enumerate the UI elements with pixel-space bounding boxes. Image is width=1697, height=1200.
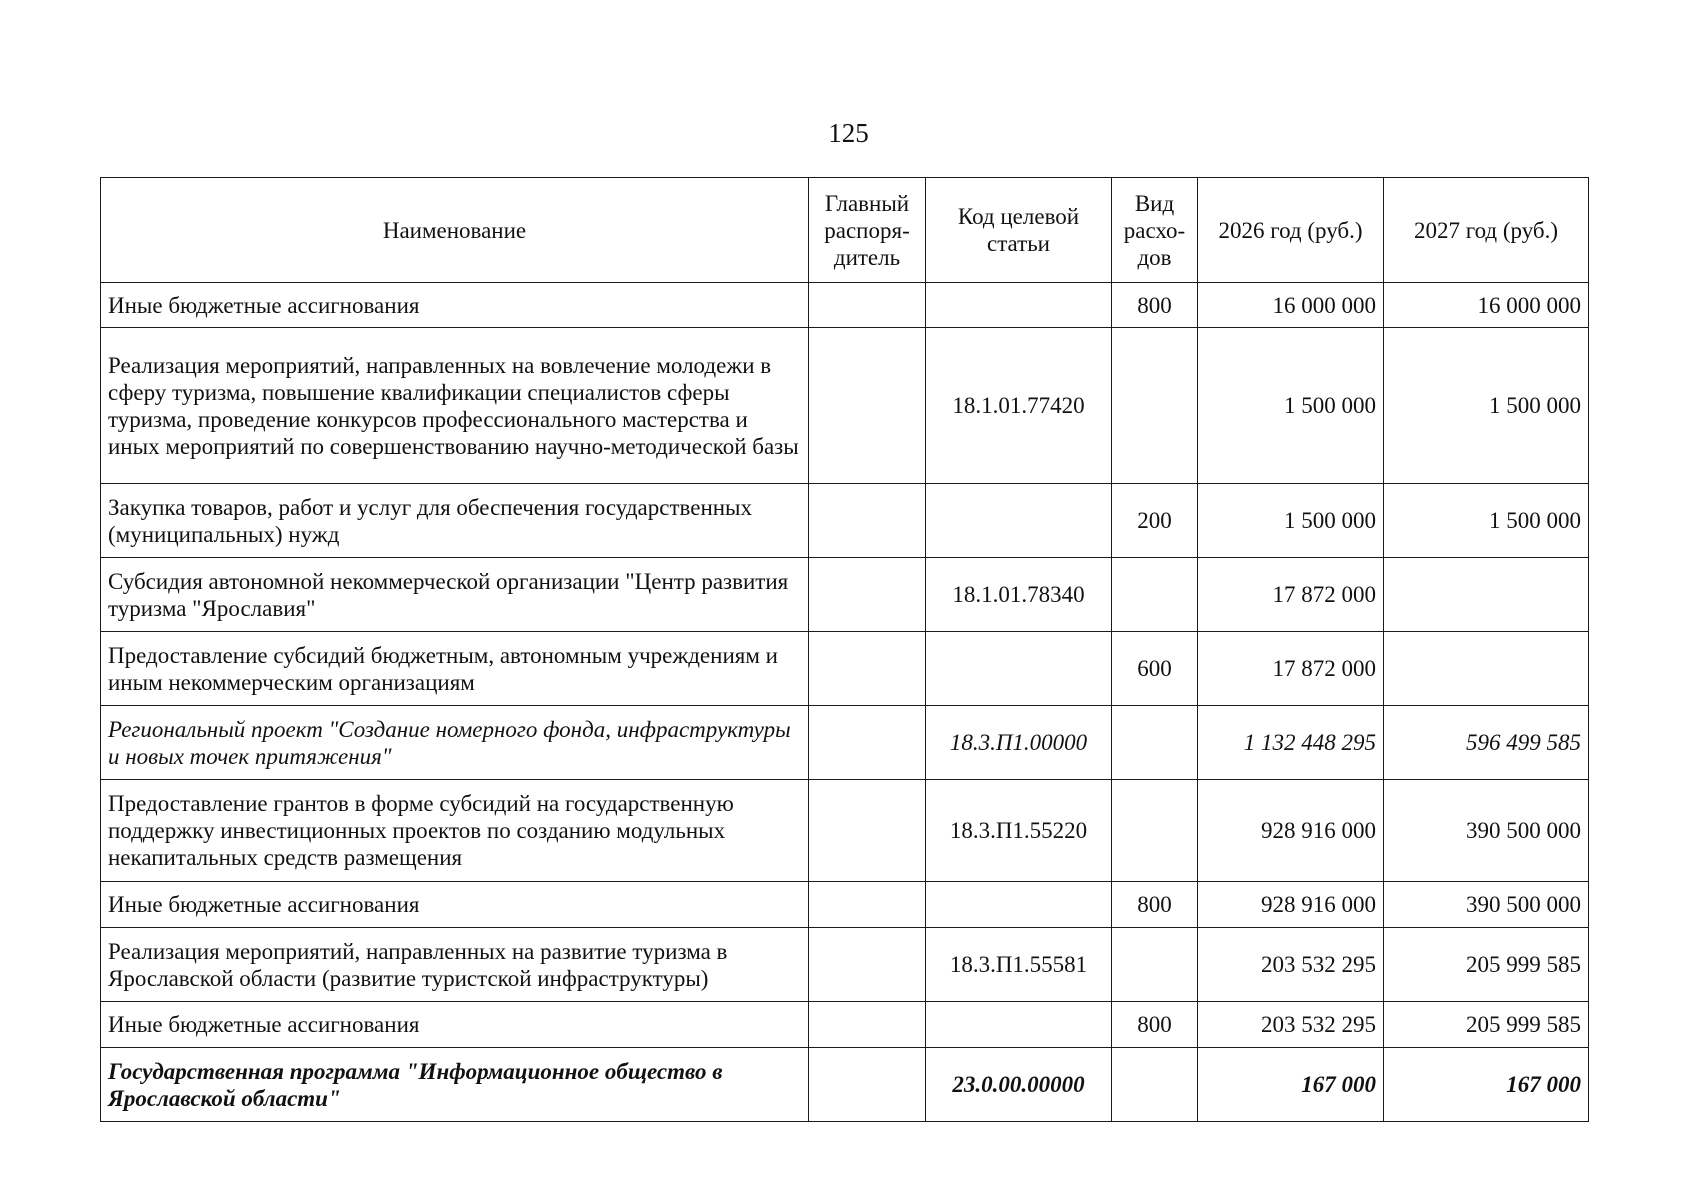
row-amount-2026: 928 916 000 xyxy=(1198,780,1384,882)
table-row xyxy=(101,1002,1589,1048)
row-expense-type xyxy=(1112,558,1198,632)
table-row xyxy=(101,558,1589,632)
row-chief-manager xyxy=(809,328,926,484)
row-chief-manager xyxy=(809,283,926,328)
row-target-code xyxy=(926,882,1112,928)
row-target-code: 18.3.П1.00000 xyxy=(926,706,1112,780)
table-row xyxy=(101,780,1589,882)
row-amount-2026: 928 916 000 xyxy=(1198,882,1384,928)
row-amount-2026: 167 000 xyxy=(1198,1048,1384,1122)
row-target-code xyxy=(926,1002,1112,1048)
page-number: 125 xyxy=(828,118,869,148)
row-chief-manager xyxy=(809,1048,926,1122)
header-year-2026: 2026 год (руб.) xyxy=(1198,178,1384,283)
table-row xyxy=(101,1048,1589,1122)
row-target-code: 18.1.01.77420 xyxy=(926,328,1112,484)
row-expense-type xyxy=(1112,780,1198,882)
row-name: Закупка товаров, работ и услуг для обеспечения государственных (муниципальных) нужд xyxy=(101,484,809,558)
row-name: Предоставление грантов в форме субсидий на государственную поддержку инвестиционных проектов по созданию модульных некапитальных средств размещения xyxy=(101,780,809,882)
header-name: Наименование xyxy=(101,178,809,283)
row-amount-2027: 1 500 000 xyxy=(1384,484,1589,558)
header-target-code: Код целевой статьи xyxy=(926,178,1112,283)
row-name: Государственная программа "Информационное общество в Ярославской области" xyxy=(101,1048,809,1122)
row-chief-manager xyxy=(809,1002,926,1048)
row-amount-2027: 16 000 000 xyxy=(1384,283,1589,328)
table-row xyxy=(101,283,1589,328)
row-amount-2026: 17 872 000 xyxy=(1198,558,1384,632)
row-amount-2027: 167 000 xyxy=(1384,1048,1589,1122)
row-amount-2026: 16 000 000 xyxy=(1198,283,1384,328)
header-chief-manager: Главный распоря-дитель xyxy=(809,178,926,283)
row-name: Иные бюджетные ассигнования xyxy=(101,1002,809,1048)
row-name: Иные бюджетные ассигнования xyxy=(101,283,809,328)
row-expense-type xyxy=(1112,1048,1198,1122)
row-chief-manager xyxy=(809,928,926,1002)
budget-table xyxy=(100,177,1589,1122)
row-expense-type xyxy=(1112,328,1198,484)
row-amount-2027: 390 500 000 xyxy=(1384,882,1589,928)
row-amount-2027 xyxy=(1384,558,1589,632)
row-expense-type: 800 xyxy=(1112,1002,1198,1048)
table-row xyxy=(101,882,1589,928)
row-target-code xyxy=(926,484,1112,558)
row-amount-2027: 205 999 585 xyxy=(1384,1002,1589,1048)
row-amount-2027: 205 999 585 xyxy=(1384,928,1589,1002)
table-row xyxy=(101,484,1589,558)
row-chief-manager xyxy=(809,632,926,706)
table-row xyxy=(101,928,1589,1002)
row-amount-2026: 203 532 295 xyxy=(1198,1002,1384,1048)
row-expense-type: 200 xyxy=(1112,484,1198,558)
row-name: Иные бюджетные ассигнования xyxy=(101,882,809,928)
table-header-row xyxy=(101,178,1589,283)
header-expense-type: Вид расхо-дов xyxy=(1112,178,1198,283)
row-amount-2026: 1 500 000 xyxy=(1198,484,1384,558)
row-expense-type: 800 xyxy=(1112,283,1198,328)
row-expense-type xyxy=(1112,928,1198,1002)
row-amount-2027: 1 500 000 xyxy=(1384,328,1589,484)
row-amount-2026: 17 872 000 xyxy=(1198,632,1384,706)
header-year-2027: 2027 год (руб.) xyxy=(1384,178,1589,283)
row-name: Реализация мероприятий, направленных на развитие туризма в Ярославской области (развитие туристской инфраструктуры) xyxy=(101,928,809,1002)
row-amount-2027: 596 499 585 xyxy=(1384,706,1589,780)
row-target-code xyxy=(926,283,1112,328)
row-chief-manager xyxy=(809,558,926,632)
row-amount-2026: 203 532 295 xyxy=(1198,928,1384,1002)
row-expense-type: 800 xyxy=(1112,882,1198,928)
row-chief-manager xyxy=(809,882,926,928)
row-amount-2026: 1 132 448 295 xyxy=(1198,706,1384,780)
row-expense-type xyxy=(1112,706,1198,780)
row-amount-2027: 390 500 000 xyxy=(1384,780,1589,882)
row-name: Предоставление субсидий бюджетным, автономным учреждениям и иным некоммерческим организациям xyxy=(101,632,809,706)
table-row xyxy=(101,706,1589,780)
row-target-code: 18.1.01.78340 xyxy=(926,558,1112,632)
row-target-code: 18.3.П1.55220 xyxy=(926,780,1112,882)
row-chief-manager xyxy=(809,780,926,882)
row-chief-manager xyxy=(809,706,926,780)
table-row xyxy=(101,632,1589,706)
row-target-code: 18.3.П1.55581 xyxy=(926,928,1112,1002)
row-amount-2027 xyxy=(1384,632,1589,706)
row-name: Региональный проект "Создание номерного фонда, инфраструктуры и новых точек притяжения" xyxy=(101,706,809,780)
row-chief-manager xyxy=(809,484,926,558)
row-target-code: 23.0.00.00000 xyxy=(926,1048,1112,1122)
row-name: Реализация мероприятий, направленных на вовлечение молодежи в сферу туризма, повышение квалификации специалистов сферы туризма, проведение конкурсов профессионального мастерства и иных мероприятий по совершенствованию научно-методической базы xyxy=(101,328,809,484)
row-name: Субсидия автономной некоммерческой организации "Центр развития туризма "Ярославия" xyxy=(101,558,809,632)
row-amount-2026: 1 500 000 xyxy=(1198,328,1384,484)
row-target-code xyxy=(926,632,1112,706)
row-expense-type: 600 xyxy=(1112,632,1198,706)
table-row xyxy=(101,328,1589,484)
